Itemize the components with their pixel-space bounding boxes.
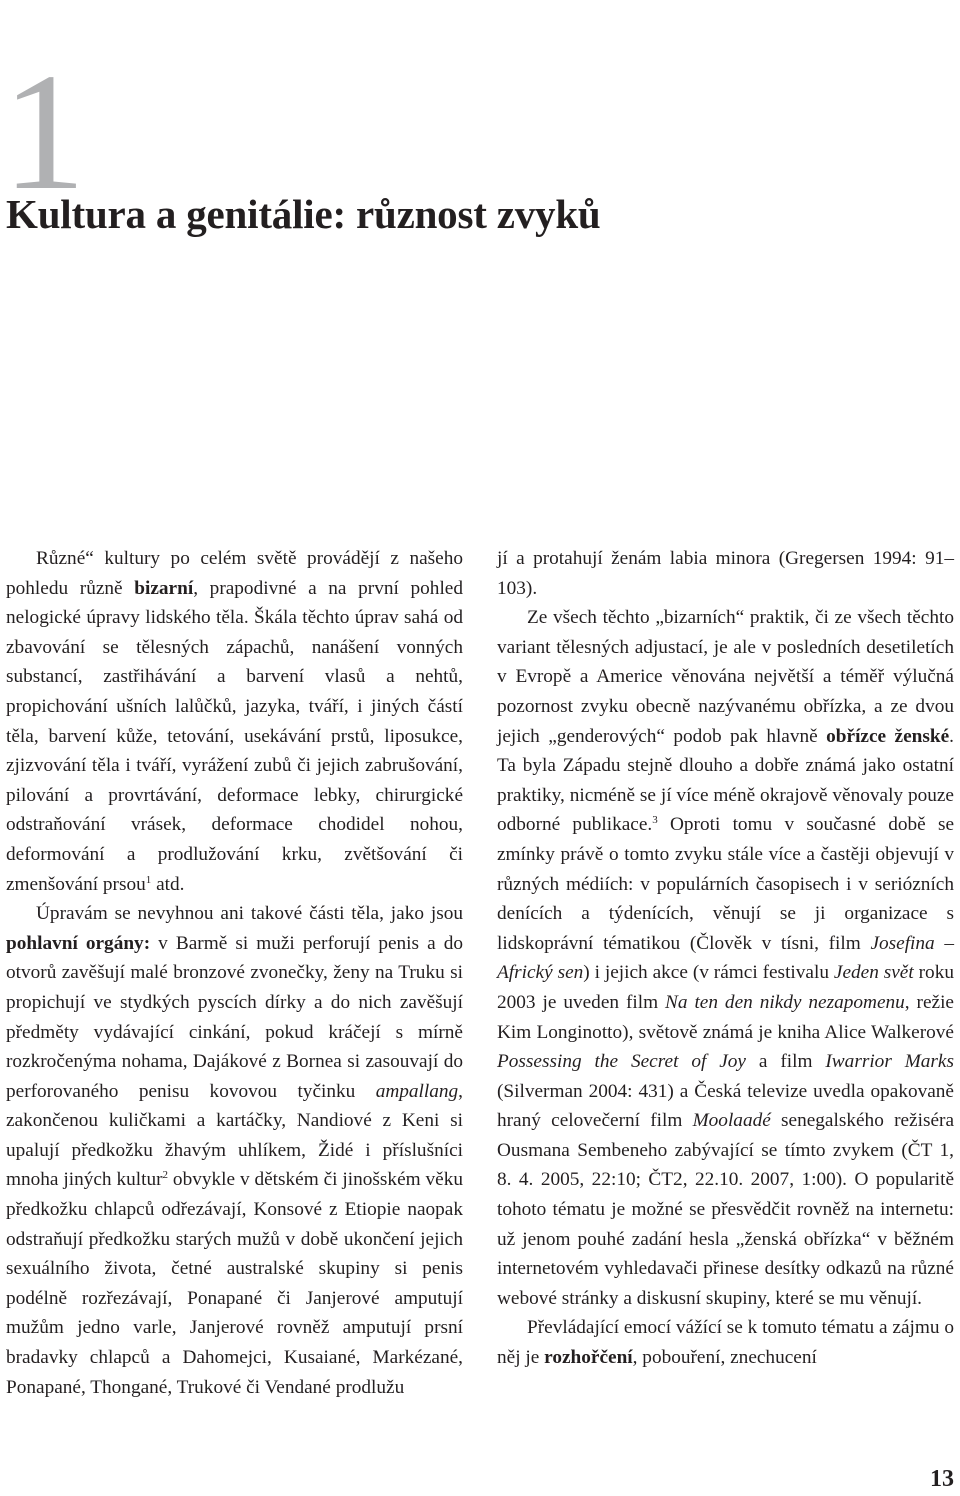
bold-term: pohlavní orgány: (6, 932, 151, 954)
bold-term: bizarní (134, 577, 194, 599)
paragraph: Ze všech těchto „bizarních“ praktik, či ze všech těchto variant tělesných adjustací, je ale v posledních desetiletích v Evropě a Americe věnována největší a téměř výlučná pozornost zvyku obecně nazývanému obřízka, a ze dvou jejich „genderových“ podob pak hlavně obřízce ženské. Ta byla Západu stejně dlouho a dobře známá jako ostatní praktiky, nicméně se jí více méně okrajově věnovaly pouze odborné publikace.$^3$ Oproti tomu v současné době se zmínky právě o tomto zvyku stále více a častěji objevují v různých médiích: v populárních časopisech i v seriózních denících a týdenících, věnují se ji organizace s lidskoprávní tématikou (Člověk v tísni, film Josefina – Africký sen) i jejich akce (v rámci festivalu Jeden svět roku 2003 je uveden film Na ten den nikdy nezapomenu, režie Kim Longinotto), světově známá je kniha Alice Walkerové Possessing the Secret of Joy a film Iwarrior Marks (Silverman 2004: 431) a Česká televize uvedla opakovaně hraný celovečerní film Moolaadé senegalského režiséra Ousmana Sembeneho zabývající se tímto zvykem (ČT 1, 8. 4. 2005, 22:10; ČT2, 22.10. 2007, 1:00). O popularitě tohoto tématu je možné se přesvědčit rovněž na internetu: už jenom pouhé zadání hesla „ženská obřízka“ v běžném internetovém vyhledavači přinese desítky odkazů na různé webové stránky a diskusní skupiny, které se mu věnují. (497, 607, 955, 1309)
page-number: 13 (930, 1466, 954, 1492)
italic-title: Jeden svět (833, 962, 914, 984)
chapter-number: 1 (2, 39, 86, 225)
italic-title: Moolaadé (692, 1110, 771, 1132)
right-column (497, 544, 954, 1373)
footnote-ref: 2 (162, 1169, 169, 1182)
bold-term: obřízce ženské (826, 725, 950, 747)
footnote-ref: 1 (145, 873, 152, 886)
italic-title: Na ten den nikdy nezapomenu (665, 991, 905, 1013)
paragraph: jí a protahují ženám labia minora (Gregersen 1994: 91–103). (497, 548, 954, 599)
italic-title: Iwarrior Marks (825, 1051, 954, 1073)
left-column (6, 544, 463, 1402)
chapter-title: Kultura a genitálie: různost zvyků (6, 191, 601, 237)
paragraph: Převládající emocí vážící se k tomuto tématu a zájmu o něj je rozhořčení, pobouření, znechucení (497, 1317, 954, 1369)
bold-term: rozhořčení (544, 1347, 633, 1369)
paragraph: Úpravám se nevyhnou ani takové části těla, jako jsou pohlavní orgány: v Barmě si muži perforují penis a do otvorů zavěšují malé bronzové zvonečky, ženy na Truku si propichují ve stydkých pyscích dírky a do nich zavěšují předměty vydávající cinkání, pokud kráčejí s mírně rozkročenýma nohama, Dajákové z Bornea si zasouvají do perforovaného penisu kovovou tyčinku ampallang, zakončenou kuličkami a kartáčky, Nandiové z Keni si upalují předkožku žhavým uhlíkem, Židé i příslušníci mnoha jiných kultur$^2$ obvykle v dětském či jinošském věku předkožku chlapců odřezávají, Konsové z Etiopie naopak odstraňují předkožku starých mužů v době ukončení jejich sexuálního života, četné australské skupiny si penis podélně rozřezávají, Ponapané či Janjerové amputují mužům jedno varle, Janjerové rovněž amputují prsní bradavky chlapců a Dahomejci, Kusaiané, Markézané, Ponapané, Thongané, Trukové či Vendané prodlužu (6, 903, 464, 1398)
italic-title: Josefina – Africký sen (497, 932, 954, 984)
italic-title: Possessing the Secret of Joy (497, 1051, 746, 1073)
italic-term: ampallang (375, 1080, 459, 1102)
footnote-ref: 3 (652, 814, 658, 827)
paragraph: Různé“ kultury po celém světě provádějí z našeho pohledu různě bizarní, prapodivné a na první pohled nelogické úpravy lidského těla. Škála těchto úprav sahá od zbavování se tělesných zápachů, nanášení vonných substancí, zastřihávání a barvení vlasů a nehtů, propichování ušních lalůčků, jazyka, tváří, i jiných částí těla, barvení kůže, tetování, usekávání prstů, liposukce, zjizvování těla i tváří, vyrážení zubů či jejich zabrušování, pilování a provrtávání, deformace lebky, chirurgické odstraňování vrásek, deformace chodidel nohou, deformování a prodlužování krku, zvětšování či zmenšování prsou$^1$ atd. (6, 548, 463, 895)
